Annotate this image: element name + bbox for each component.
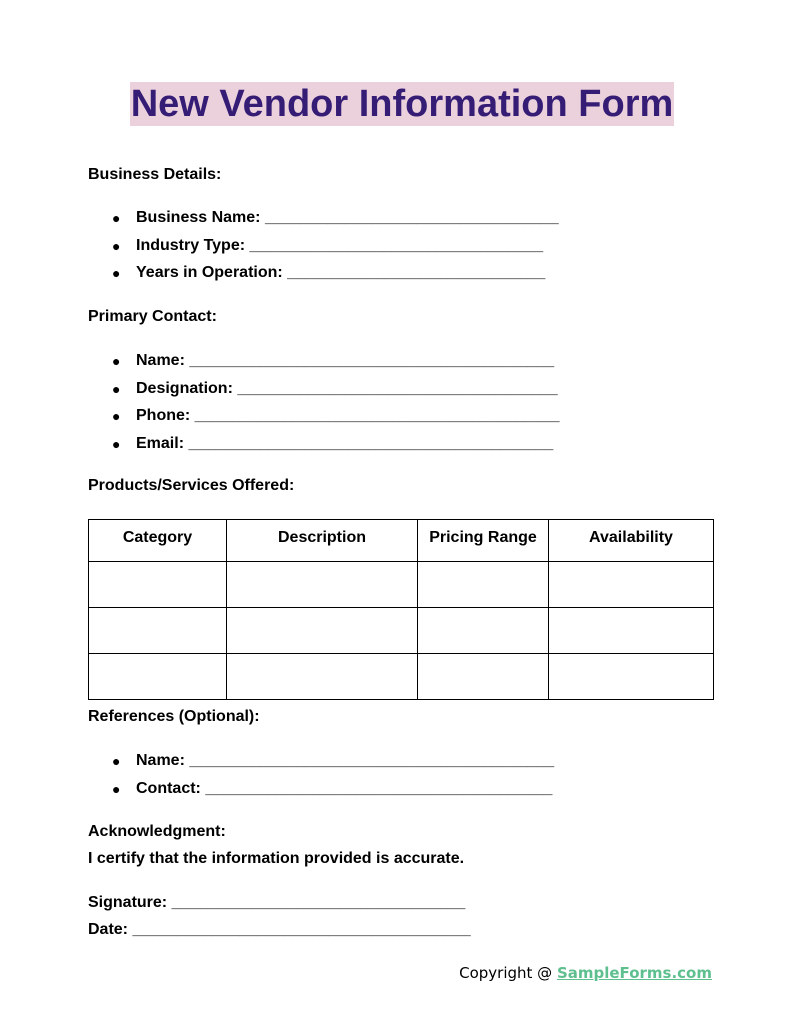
signature-field[interactable]: _________________________________: [171, 894, 466, 911]
list-item: [110, 779, 554, 807]
primary-contact-list: [110, 351, 560, 461]
references-heading: References (Optional):: [88, 708, 260, 725]
field-label: Designation:: [136, 379, 233, 397]
phone-field[interactable]: _________________________________________: [194, 407, 560, 424]
bullet-icon: ●: [112, 408, 121, 424]
table-cell[interactable]: [227, 654, 418, 700]
column-header-availability: Availability: [549, 520, 714, 562]
bullet-icon: ●: [112, 753, 121, 769]
page-title: New Vendor Information Form: [130, 83, 674, 125]
bullet-icon: ●: [112, 380, 121, 397]
products-table: [88, 519, 714, 700]
business-name-field[interactable]: _________________________________: [264, 209, 559, 226]
references-list: [110, 751, 554, 806]
date-field[interactable]: ______________________________________: [132, 921, 471, 938]
field-label: Name:: [136, 752, 185, 769]
bullet-icon: ●: [112, 435, 121, 452]
list-item: [110, 379, 560, 407]
table-cell[interactable]: [418, 654, 549, 700]
table-cell[interactable]: [227, 608, 418, 654]
table-cell[interactable]: [549, 562, 714, 608]
table-cell[interactable]: [418, 608, 549, 654]
column-header-pricing-range: Pricing Range: [418, 520, 549, 562]
copyright-prefix: Copyright @: [459, 964, 557, 982]
table-header-row: [89, 520, 714, 562]
list-item: [110, 751, 554, 779]
industry-type-field[interactable]: _________________________________: [249, 236, 544, 254]
field-label: Industry Type:: [136, 236, 246, 254]
date-row: [88, 920, 471, 940]
business-details-heading: Business Details:: [88, 166, 222, 183]
title-container: [0, 82, 804, 126]
products-heading: Products/Services Offered:: [88, 477, 295, 494]
signature-label: Signature:: [88, 894, 168, 911]
copyright-footer: [459, 963, 712, 983]
table-row: [89, 654, 714, 700]
list-item: [110, 263, 559, 291]
field-label: Phone:: [136, 407, 191, 424]
bullet-icon: ●: [112, 237, 121, 254]
table-cell[interactable]: [89, 654, 227, 700]
email-field[interactable]: _________________________________________: [188, 434, 554, 452]
bullet-icon: ●: [112, 210, 121, 226]
designation-field[interactable]: ____________________________________: [237, 379, 558, 397]
list-item: [110, 434, 560, 462]
table-cell[interactable]: [227, 562, 418, 608]
date-label: Date:: [88, 921, 129, 938]
field-label: Years in Operation:: [136, 264, 283, 281]
bullet-icon: ●: [112, 265, 121, 281]
reference-name-field[interactable]: _________________________________________: [189, 752, 555, 769]
field-label: Contact:: [136, 779, 201, 797]
primary-contact-heading: Primary Contact:: [88, 308, 217, 325]
field-label: Email:: [136, 434, 185, 452]
years-in-operation-field[interactable]: _____________________________: [287, 264, 546, 281]
column-header-category: Category: [89, 520, 227, 562]
field-label: Business Name:: [136, 209, 261, 226]
contact-name-field[interactable]: _________________________________________: [189, 352, 555, 369]
list-item: [110, 406, 560, 434]
bullet-icon: ●: [112, 353, 121, 369]
table-row: [89, 608, 714, 654]
acknowledgment-heading: Acknowledgment:: [88, 823, 226, 840]
business-details-list: [110, 208, 559, 291]
table-row: [89, 562, 714, 608]
table-cell[interactable]: [89, 562, 227, 608]
table-cell[interactable]: [89, 608, 227, 654]
list-item: [110, 208, 559, 236]
brand-link[interactable]: SampleForms.com: [556, 964, 712, 982]
bullet-icon: ●: [112, 780, 121, 797]
table-cell[interactable]: [549, 654, 714, 700]
table-cell[interactable]: [418, 562, 549, 608]
signature-row: [88, 893, 465, 913]
reference-contact-field[interactable]: _______________________________________: [205, 779, 553, 797]
column-header-description: Description: [227, 520, 418, 562]
acknowledgment-text: I certify that the information provided is accurate.: [88, 850, 465, 867]
list-item: [110, 351, 560, 379]
table-cell[interactable]: [549, 608, 714, 654]
list-item: [110, 236, 559, 264]
field-label: Name:: [136, 352, 185, 369]
